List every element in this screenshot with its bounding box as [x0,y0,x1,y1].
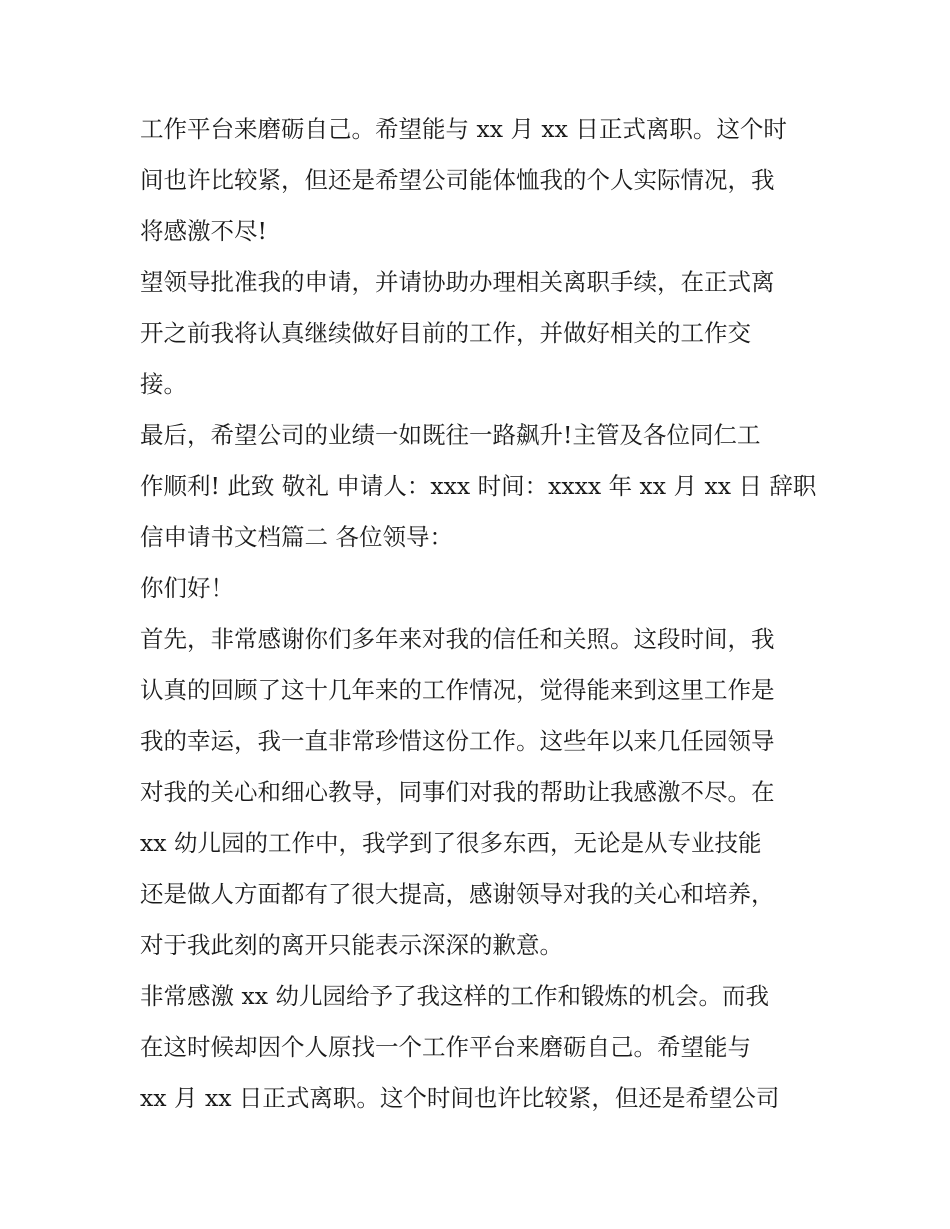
text-line: 我的幸运，我一直非常珍惜这份工作。这些年以来几任园领导 [140,727,775,755]
text-line: 作顺利! 此致 敬礼 申请人：xxx 时间：xxxx 年 xx 月 xx 日 辞职 [140,472,817,500]
text-line: 认真的回顾了这十几年来的工作情况，觉得能来到这里工作是 [140,676,775,704]
text-line: 还是做人方面都有了很大提高，感谢领导对我的关心和培养， [140,880,775,908]
text-line: 工作平台来磨砺自己。希望能与 xx 月 xx 日正式离职。这个时 [140,115,787,143]
text-line: 在这时候却因个人原找一个工作平台来磨砺自己。希望能与 [140,1033,751,1061]
text-line: 最后，希望公司的业绩一如既往一路飙升!主管及各位同仁工 [140,421,761,449]
text-line: 你们好！ [140,574,234,602]
text-line: 接。 [140,370,187,398]
text-line: xx 幼儿园的工作中，我学到了很多东西，无论是从专业技能 [140,829,762,857]
text-line: 首先，非常感谢你们多年来对我的信任和关照。这段时间，我 [140,625,775,653]
text-line: xx 月 xx 日正式离职。这个时间也许比较紧，但还是希望公司 [140,1084,780,1112]
text-line: 望领导批准我的申请，并请协助办理相关离职手续，在正式离 [140,268,775,296]
document-body [140,104,820,1124]
text-line: 信申请书文档篇二 各位领导： [140,523,453,551]
text-line: 非常感激 xx 幼儿园给予了我这样的工作和锻炼的机会。而我 [140,982,769,1010]
text-line: 对于我此刻的离开只能表示深深的歉意。 [140,931,563,959]
text-line: 对我的关心和细心教导，同事们对我的帮助让我感激不尽。在 [140,778,775,806]
text-line: 开之前我将认真继续做好目前的工作，并做好相关的工作交 [140,319,751,347]
text-line: 间也许比较紧，但还是希望公司能体恤我的个人实际情况，我 [140,166,775,194]
text-line: 将感激不尽! [140,217,267,245]
